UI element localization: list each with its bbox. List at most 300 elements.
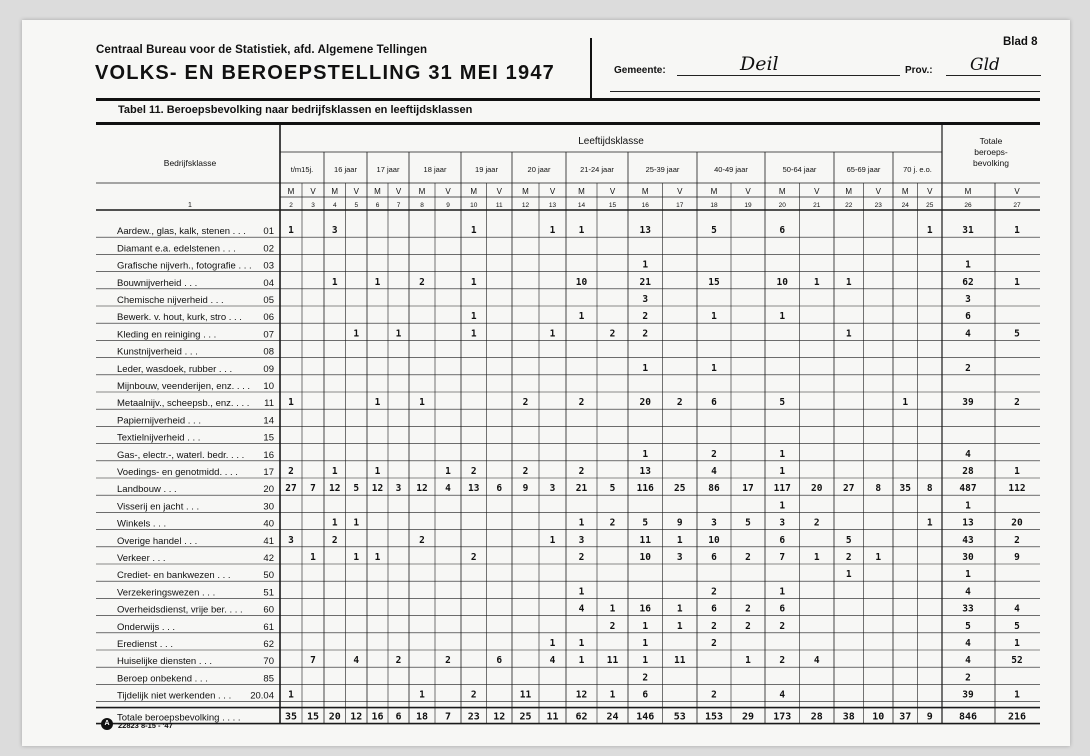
row-label: Gas-, electr.-, waterl. bedr. . . . (117, 449, 245, 461)
row-code: 41 (263, 535, 274, 547)
gemeente-label: Gemeente: (614, 65, 666, 76)
total-value: 10 (872, 711, 885, 723)
cell-value: 1 (845, 569, 852, 581)
cell-value: 1 (578, 655, 585, 667)
cell-value: 1 (353, 517, 360, 529)
sheet-number: Blad 8 (1003, 36, 1038, 48)
cell-value: 62 (962, 276, 974, 288)
colnum: 8 (420, 202, 424, 209)
sex-m: M (331, 187, 339, 196)
cell-value: 1 (845, 276, 852, 288)
cell-value: 5 (845, 534, 852, 546)
row-label: Tijdelijk niet werkenden . . . (117, 690, 232, 702)
cell-value: 1 (926, 225, 933, 237)
cell-value: 6 (496, 655, 503, 667)
row-code: 16 (263, 449, 274, 461)
row-label: Textielnijverheid . . . (117, 432, 201, 444)
sex-m: M (901, 187, 909, 196)
cell-value: 2 (578, 466, 585, 477)
cell-value: 2 (419, 276, 425, 288)
cell-value: 1 (711, 311, 717, 323)
total-value: 15 (306, 711, 320, 723)
cell-value: 1 (745, 655, 751, 667)
sex-m: M (578, 187, 585, 196)
total-value: 28 (810, 711, 823, 723)
sex-v: V (445, 187, 451, 196)
cell-value: 21 (575, 483, 588, 495)
cell-value: 1 (676, 620, 683, 632)
cell-value: 6 (711, 397, 717, 409)
cell-value: 12 (329, 483, 341, 495)
total-row-label: Totale beroepsbevolking . . . . (117, 712, 241, 724)
row-code: 85 (263, 673, 274, 685)
row-code: 40 (263, 518, 274, 530)
row-code: 62 (263, 639, 274, 650)
cell-value: 35 (899, 483, 911, 495)
cell-value: 39 (962, 689, 974, 701)
cell-value: 20 (811, 483, 823, 495)
total-value: 846 (958, 711, 978, 723)
cell-value: 9 (522, 483, 529, 495)
sex-v: V (814, 187, 820, 196)
cell-value: 4 (445, 483, 451, 495)
cell-value: 16 (639, 603, 651, 615)
colnum: 7 (396, 202, 401, 209)
row-label: Overheidsdienst, vrije ber. . . . (117, 604, 243, 616)
sex-m: M (641, 187, 649, 196)
cell-value: 1 (374, 397, 381, 409)
cell-value: 1 (331, 276, 338, 288)
row-code: 15 (263, 432, 274, 444)
age-group-9: 40-49 jaar (714, 165, 748, 174)
cell-value: 1 (374, 466, 381, 477)
total-value: 6 (395, 711, 402, 723)
total-value: 25 (519, 711, 532, 723)
cbs-logo: A (101, 718, 113, 730)
row-label: Onderwijs . . . (117, 621, 176, 633)
total-value: 20 (328, 711, 341, 723)
colnum: 27 (1013, 202, 1021, 209)
cell-value: 2 (779, 620, 786, 632)
cell-value: 3 (549, 483, 556, 495)
cell-value: 2 (522, 466, 529, 477)
age-group-4: 18 jaar (423, 165, 447, 174)
total-value: 11 (546, 711, 559, 723)
cell-value: 21 (639, 276, 651, 288)
sex-m: M (778, 187, 786, 196)
sex-v: V (496, 187, 502, 196)
row-code: 30 (263, 501, 274, 513)
cell-value: 1 (965, 569, 971, 581)
cell-value: 1 (1014, 276, 1020, 288)
cell-value: 4 (779, 689, 786, 701)
row-label: Grafische nijverh., fotografie . . . (117, 260, 252, 272)
row-label: Papiernijverheid . . . (117, 415, 201, 427)
cell-value: 1 (288, 397, 294, 409)
cell-value: 27 (843, 483, 855, 495)
cell-value: 11 (639, 534, 651, 546)
cell-value: 117 (773, 483, 791, 495)
cell-value: 1 (813, 552, 820, 563)
cell-value: 2 (470, 466, 477, 477)
cell-value: 13 (962, 517, 974, 529)
cell-value: 1 (374, 276, 381, 288)
cell-value: 2 (445, 655, 451, 667)
cell-value: 4 (965, 586, 971, 598)
age-group-2: 16 jaar (334, 165, 357, 174)
cell-value: 1 (676, 603, 683, 615)
row-label: Diamant e.a. edelstenen . . . (117, 243, 236, 255)
cell-value: 5 (353, 483, 360, 495)
row-code: 42 (263, 553, 274, 564)
cell-value: 1 (1014, 225, 1020, 237)
cell-value: 6 (779, 603, 786, 615)
cell-value: 4 (813, 655, 820, 667)
cell-value: 13 (639, 225, 651, 237)
cell-value: 13 (468, 483, 480, 495)
row-label: Crediet- en bankwezen . . . (117, 570, 231, 582)
cell-value: 2 (745, 603, 751, 615)
cell-value: 3 (331, 225, 338, 237)
sex-m: M (522, 187, 529, 196)
row-label: Eredienst . . . (117, 639, 173, 650)
cell-value: 3 (711, 517, 717, 529)
row-label: Visserij en jacht . . . (117, 501, 200, 513)
cell-value: 1 (779, 311, 786, 323)
cell-value: 28 (962, 466, 974, 477)
colnum: 5 (354, 202, 359, 209)
cell-value: 1 (642, 259, 649, 271)
colnum: 24 (901, 202, 909, 209)
row-code: 07 (263, 329, 274, 341)
cell-value: 6 (779, 534, 786, 546)
sex-v: V (875, 187, 881, 196)
cell-value: 1 (711, 362, 717, 374)
cell-value: 2 (711, 448, 717, 460)
cell-value: 86 (708, 483, 720, 495)
cell-value: 2 (470, 552, 477, 563)
colnum: 13 (548, 202, 557, 209)
cell-value: 1 (549, 328, 556, 340)
cell-value: 5 (609, 483, 616, 495)
row-code: 04 (263, 277, 274, 289)
cell-value: 1 (353, 552, 360, 563)
cell-value: 1 (419, 689, 425, 701)
sex-v: V (395, 187, 402, 196)
cell-value: 10 (575, 276, 588, 288)
cell-value: 5 (1014, 328, 1020, 340)
cell-value: 1 (578, 586, 585, 598)
cell-value: 3 (779, 517, 786, 529)
total-value: 18 (415, 711, 429, 723)
colnum: 10 (470, 202, 478, 209)
cell-value: 7 (310, 483, 316, 495)
colnum: 22 (845, 202, 853, 209)
cell-value: 1 (902, 397, 909, 409)
colnum: 9 (446, 202, 450, 209)
cell-value: 1 (445, 466, 451, 477)
row-code: 02 (263, 243, 274, 255)
sex-m: M (710, 187, 718, 196)
age-group-8: 25-39 jaar (645, 165, 680, 174)
cell-value: 1 (813, 276, 820, 288)
cell-value: 11 (519, 689, 532, 701)
table-title: Tabel 11. Beroepsbevolking naar bedrijfsklassen en leeftijdsklassen (118, 104, 473, 116)
row-code: 17 (263, 467, 274, 478)
total-value: 12 (350, 711, 363, 723)
row-label: Bewerk. v. hout, kurk, stro . . . (117, 312, 242, 324)
total-value: 9 (926, 711, 933, 723)
cell-value: 2 (522, 397, 529, 409)
cell-value: 3 (578, 534, 585, 546)
row-code: 10 (263, 381, 274, 392)
cell-value: 9 (676, 517, 683, 529)
cell-value: 2 (845, 552, 852, 563)
colnum: 18 (710, 202, 718, 209)
cell-value: 6 (496, 483, 503, 495)
leeftijdsklasse-header: Leeftijdsklasse (578, 136, 644, 147)
cell-value: 1 (642, 448, 649, 460)
colnum: 11 (495, 202, 503, 209)
form-code: 22823 8-15 - '47 (118, 721, 173, 730)
gemeente-value: Deil (740, 53, 779, 75)
cell-value: 2 (578, 552, 585, 563)
cell-value: 12 (575, 689, 588, 701)
totale-header: bevolking (973, 158, 1009, 168)
age-group-3: 17 jaar (376, 165, 400, 174)
row-label: Voedings- en genotmidd. . . . (117, 467, 238, 478)
cell-value: 2 (609, 328, 616, 340)
cell-value: 2 (676, 397, 683, 409)
cell-value: 1 (926, 517, 933, 529)
colnum: 17 (676, 202, 684, 209)
age-group-10: 50-64 jaar (782, 165, 817, 174)
cell-value: 2 (965, 362, 971, 374)
cell-value: 3 (288, 534, 294, 546)
row-label: Winkels . . . (117, 518, 167, 530)
colnum: 19 (744, 202, 752, 209)
province-value: Gld (970, 55, 1000, 75)
cell-value: 1 (310, 552, 316, 563)
cell-value: 1 (395, 328, 402, 340)
cell-value: 3 (965, 294, 971, 305)
total-value: 173 (773, 711, 792, 723)
cell-value: 12 (371, 483, 384, 495)
cell-value: 5 (642, 517, 649, 529)
cell-value: 17 (742, 483, 754, 495)
cell-value: 4 (353, 655, 360, 667)
cell-value: 1 (779, 586, 786, 598)
total-value: 7 (444, 711, 452, 723)
cell-value: 1 (1014, 638, 1020, 649)
cell-value: 1 (578, 517, 585, 529)
cell-value: 2 (609, 517, 616, 529)
colnum: 4 (332, 202, 337, 209)
cell-value: 2 (813, 517, 820, 529)
cell-value: 10 (708, 534, 720, 546)
cell-value: 1 (965, 259, 971, 271)
row-label: Beroep onbekend . . . (117, 673, 208, 685)
cell-value: 5 (711, 225, 717, 237)
cell-value: 1 (470, 328, 477, 340)
row-code: 61 (263, 621, 274, 633)
total-value: 35 (284, 711, 298, 723)
province-label: Prov.: (905, 65, 933, 76)
total-value: 24 (606, 711, 619, 723)
cell-value: 1 (549, 225, 556, 237)
row-code: 11 (264, 398, 274, 410)
row-label: Aardew., glas, kalk, stenen . . . (117, 226, 246, 238)
cell-value: 8 (875, 483, 882, 495)
total-value: 16 (371, 711, 384, 723)
cell-value: 13 (639, 466, 651, 477)
sex-v: V (1014, 187, 1020, 196)
cell-value: 27 (285, 483, 297, 495)
cell-value: 1 (676, 534, 683, 546)
cell-value: 7 (779, 552, 786, 563)
cell-value: 2 (419, 534, 425, 546)
cell-value: 1 (965, 500, 971, 512)
cell-value: 2 (965, 672, 971, 684)
cell-value: 1 (578, 638, 585, 649)
total-value: 23 (467, 711, 480, 723)
sex-v: V (927, 187, 933, 196)
row-label: Kunstnijverheid . . . (117, 346, 198, 358)
cell-value: 6 (965, 311, 971, 323)
sex-m: M (470, 187, 478, 196)
sex-v: V (677, 187, 683, 196)
row-label: Bouwnijverheid . . . (117, 277, 198, 289)
cell-value: 2 (1014, 397, 1020, 409)
sex-m: M (418, 187, 426, 196)
cell-value: 2 (470, 689, 477, 701)
cell-value: 1 (642, 655, 649, 667)
cell-value: 11 (606, 655, 619, 667)
cell-value: 33 (962, 603, 974, 615)
row-code: 09 (263, 363, 274, 375)
cell-value: 1 (609, 603, 616, 615)
cell-value: 1 (470, 225, 477, 237)
cell-value: 2 (642, 328, 649, 340)
row-label: Chemische nijverheid . . . (117, 295, 224, 306)
cell-value: 3 (676, 552, 683, 563)
cell-value: 9 (1014, 552, 1020, 563)
cell-value: 25 (674, 483, 686, 495)
cell-value: 2 (609, 620, 616, 632)
row-label: Mijnbouw, veenderijen, enz. . . . (117, 381, 251, 392)
cell-value: 39 (962, 397, 974, 409)
cell-value: 2 (288, 466, 294, 477)
row-label: Landbouw . . . (117, 484, 177, 496)
row-label: Huiselijke diensten . . . (117, 656, 213, 668)
row-label: Overige handel . . . (117, 535, 198, 547)
cell-value: 1 (549, 534, 556, 546)
cell-value: 20 (639, 397, 651, 409)
total-value: 37 (899, 711, 912, 723)
row-code: 05 (263, 295, 274, 306)
row-label: Kleding en reiniging . . . (117, 329, 217, 341)
cell-value: 2 (642, 672, 649, 684)
age-group-1: t/m15j. (290, 165, 314, 174)
cell-value: 3 (395, 483, 402, 495)
cell-value: 1 (470, 311, 477, 323)
colnum: 26 (964, 202, 972, 209)
sex-m: M (287, 187, 295, 196)
row-code: 51 (263, 587, 274, 599)
cell-value: 31 (962, 225, 974, 237)
sex-m: M (845, 187, 853, 196)
cell-value: 6 (711, 552, 717, 563)
sex-v: V (745, 187, 751, 196)
cell-value: 30 (962, 552, 974, 563)
colnum: 25 (926, 202, 934, 209)
cell-value: 1 (470, 276, 477, 288)
cell-value: 1 (1014, 689, 1020, 701)
cell-value: 2 (779, 655, 786, 667)
colnum: 16 (641, 202, 649, 209)
sex-m: M (964, 187, 972, 196)
cell-value: 1 (642, 620, 649, 632)
colnum: 6 (375, 202, 380, 209)
colnum: 20 (778, 202, 786, 209)
cell-value: 5 (745, 517, 751, 529)
cell-value: 116 (636, 483, 654, 495)
sex-m: M (374, 187, 381, 196)
cell-value: 6 (711, 603, 717, 615)
row-label: Metaalnijv., scheepsb., enz. . . . (117, 398, 250, 410)
row-code: 50 (263, 570, 274, 582)
cell-value: 2 (395, 655, 402, 667)
age-group-11: 65-69 jaar (846, 165, 881, 174)
cell-value: 10 (639, 552, 651, 563)
cell-value: 1 (642, 362, 649, 374)
cell-value: 2 (745, 620, 751, 632)
cell-value: 1 (353, 328, 360, 340)
row-label: Verkeer . . . (117, 553, 166, 564)
total-value: 38 (842, 711, 855, 723)
row-code: 06 (263, 312, 274, 324)
cell-value: 4 (1014, 603, 1020, 615)
total-value: 62 (575, 711, 588, 723)
sex-v: V (549, 187, 556, 196)
sex-v: V (353, 187, 359, 196)
age-group-6: 20 jaar (527, 165, 551, 174)
colnum: 21 (813, 202, 821, 209)
row-code: 20.04 (250, 690, 274, 702)
cell-value: 1 (609, 689, 616, 701)
colnum: 3 (311, 202, 315, 209)
totale-header: beroeps- (974, 147, 1008, 157)
total-value: 146 (636, 711, 655, 723)
cell-value: 2 (1014, 534, 1020, 546)
cell-value: 4 (965, 655, 971, 667)
colnum: 12 (521, 202, 530, 209)
cell-value: 10 (776, 276, 788, 288)
cell-value: 4 (549, 655, 556, 667)
cell-value: 4 (965, 638, 971, 649)
totale-header: Totale (979, 136, 1003, 146)
cell-value: 4 (965, 328, 971, 340)
row-code: 60 (263, 604, 274, 616)
sex-v: V (609, 187, 616, 196)
cell-value: 2 (331, 534, 338, 546)
row-code: 14 (263, 415, 274, 427)
cell-value: 4 (965, 448, 971, 460)
cell-value: 2 (711, 586, 717, 598)
cell-value: 5 (965, 620, 971, 632)
row-label: Verzekeringswezen . . . (117, 587, 216, 599)
cell-value: 1 (779, 500, 786, 512)
